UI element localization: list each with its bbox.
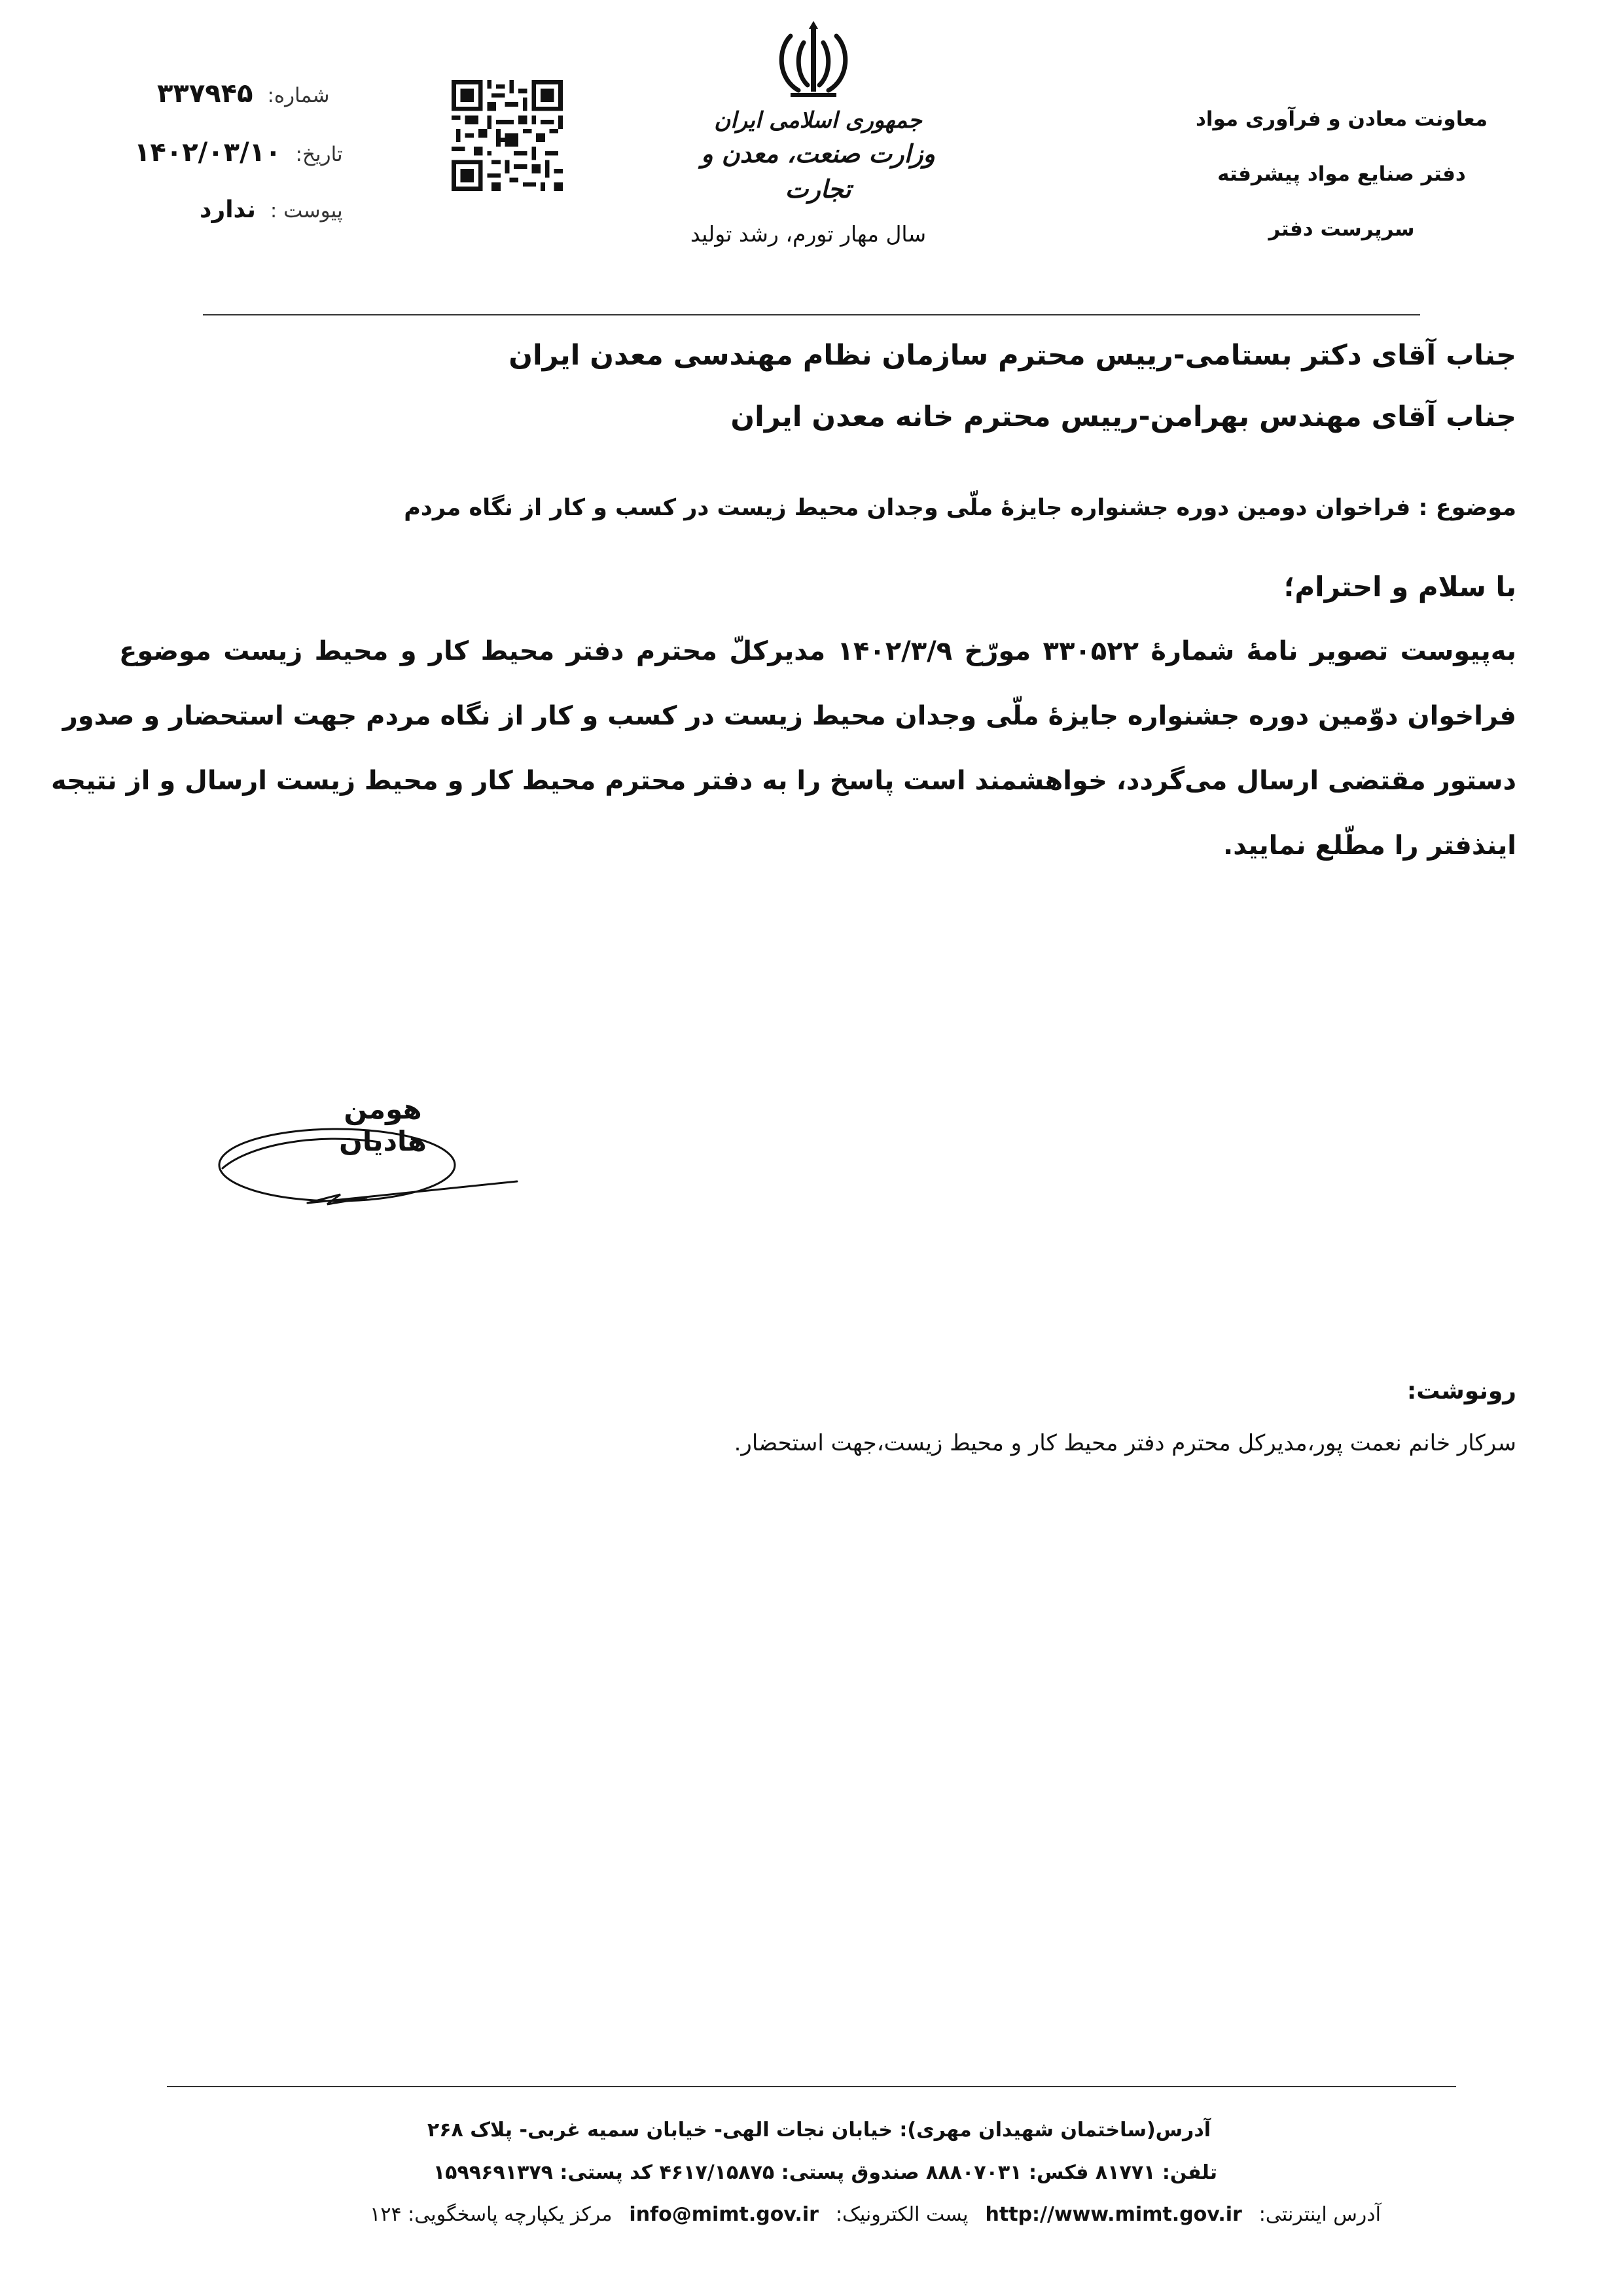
letter-body: [51, 619, 1517, 878]
body-line: دستور مقتضی ارسال می‌گردد، خواهشمند است پاسخ را به دفتر محترم محیط کار و محیط زیست ارسال و از نتیجه: [51, 766, 1516, 796]
body-line: اینذفتر را مطّلع نمایید.: [1223, 831, 1516, 861]
footer-divider: [167, 2086, 1456, 2087]
email-link[interactable]: info@mimt.gov.ir: [629, 2203, 819, 2226]
letter-date-row: [134, 137, 343, 168]
recipient-line-2: جناب آقای مهندس بهرامن-رییس محترم خانه معدن ایران: [730, 401, 1516, 433]
attachment-label: پیوست :: [270, 199, 343, 223]
web-label: آدرس اینترنتی:: [1258, 2203, 1381, 2226]
number-label: شماره:: [267, 84, 330, 107]
body-line: فراخوان دوّمین دوره جشنواره جایزۀ ملّی وجدان محیط زیست در کسب و کار از نگاه مردم جهت استحضار و صدور: [62, 701, 1516, 731]
date-label: تاریخ:: [295, 143, 343, 166]
attachment-row: [200, 196, 343, 223]
qr-code-icon: [452, 80, 563, 191]
header-divider: [203, 314, 1420, 315]
org-line-deputy: معاونت معادن و فرآوری مواد: [1195, 107, 1488, 131]
year-slogan: سال مهار تورم، رشد تولید: [690, 221, 927, 247]
letter-greeting: با سلام و احترام؛: [1283, 571, 1516, 603]
footer-contact-row: [370, 2203, 1381, 2226]
email-label: پست الکترونیک:: [835, 2203, 969, 2226]
letter-number-row: [157, 79, 329, 109]
ministry-name: وزارت صنعت، معدن و تجارت: [701, 139, 935, 204]
number-value: ۳۳۷۹۴۵: [157, 79, 253, 109]
signer-name: هومن هادیان: [339, 1093, 427, 1157]
attachment-value: ندارد: [200, 196, 256, 223]
footer-phones: تلفن: ۸۱۷۷۱ فکس: ۸۸۸۰۷۰۳۱ صندوق پستی: ۴۶۱۷/۱۵۸۷۵ کد پستی: ۱۵۹۹۶۹۱۳۷۹: [433, 2161, 1217, 2184]
org-line-head: سرپرست دفتر: [1268, 217, 1415, 241]
org-line-office: دفتر صنایع مواد پیشرفته: [1217, 162, 1466, 186]
web-link[interactable]: http://www.mimt.gov.ir: [985, 2203, 1242, 2226]
ministry-block: [681, 105, 955, 207]
body-line: به‌پیوست تصویر نامۀ شمارۀ ۳۳۰۵۲۲ مورّخ ۱۴۰۲/۳/۹ مدیرکلّ محترم دفتر محیط کار و محیط زیست موضوع: [119, 636, 1517, 666]
cc-recipient: سرکار خانم نعمت پور،مدیرکل محترم دفتر محیط کار و محیط زیست،جهت استحضار.: [734, 1430, 1516, 1456]
country-name: جمهوری اسلامی ایران: [714, 107, 922, 134]
footer-address: آدرس(ساختمان شهیدان مهری): خیابان نجات الهی- خیابان سمیه غربی- پلاک ۲۶۸: [427, 2119, 1211, 2142]
organization-block: [1171, 92, 1512, 257]
iran-emblem-icon: [764, 20, 863, 105]
recipient-line-1: جناب آقای دکتر بستامی-رییس محترم سازمان نظام مهندسی معدن ایران: [508, 339, 1516, 372]
support-center: مرکز یکپارچه پاسخگویی: ۱۲۴: [370, 2203, 613, 2226]
date-value: ۱۴۰۲/۰۳/۱۰: [134, 137, 281, 168]
cc-title: رونوشت:: [1406, 1378, 1516, 1405]
letter-subject: موضوع : فراخوان دومین دوره جشنواره جایزۀ ملّی وجدان محیط زیست در کسب و کار از نگاه مردم: [404, 495, 1516, 521]
